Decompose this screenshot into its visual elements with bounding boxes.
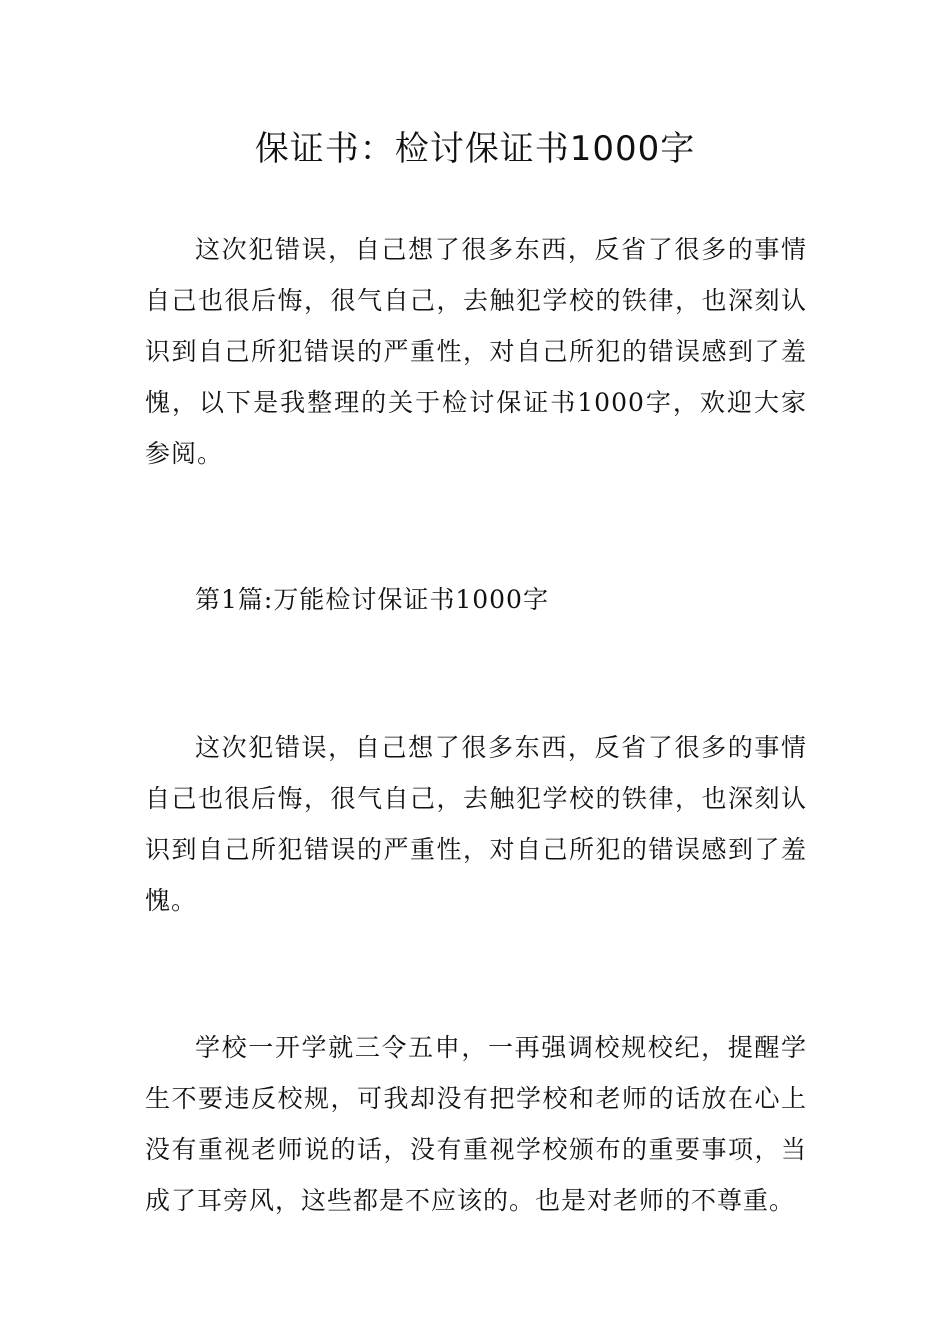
- body-paragraph: 这次犯错误，自己想了很多东西，反省了很多的事情自己也很后悔，很气自己，去触犯学校的铁律，也深刻认识到自己所犯错误的严重性，对自己所犯的错误感到了羞愧。: [145, 733, 807, 915]
- body-paragraph: 学校一开学就三令五申，一再强调校规校纪，提醒学生不要违反校规，可我却没有把学校和老师的话放在心上没有重视老师说的话，没有重视学校颁布的重要事项，当成了耳旁风，这些都是不应该的。也是对老师的不尊重。: [145, 1033, 807, 1215]
- intro-paragraph: 这次犯错误，自己想了很多东西，反省了很多的事情自己也很后悔，很气自己，去触犯学校的铁律，也深刻认识到自己所犯错误的严重性，对自己所犯的错误感到了羞愧，以下是我整理的关于检讨保证书1000字，欢迎大家参阅。: [145, 235, 807, 468]
- document-title: 保证书：检讨保证书1000字: [254, 129, 696, 169]
- section-heading: 第1篇:万能检讨保证书1000字: [195, 585, 549, 614]
